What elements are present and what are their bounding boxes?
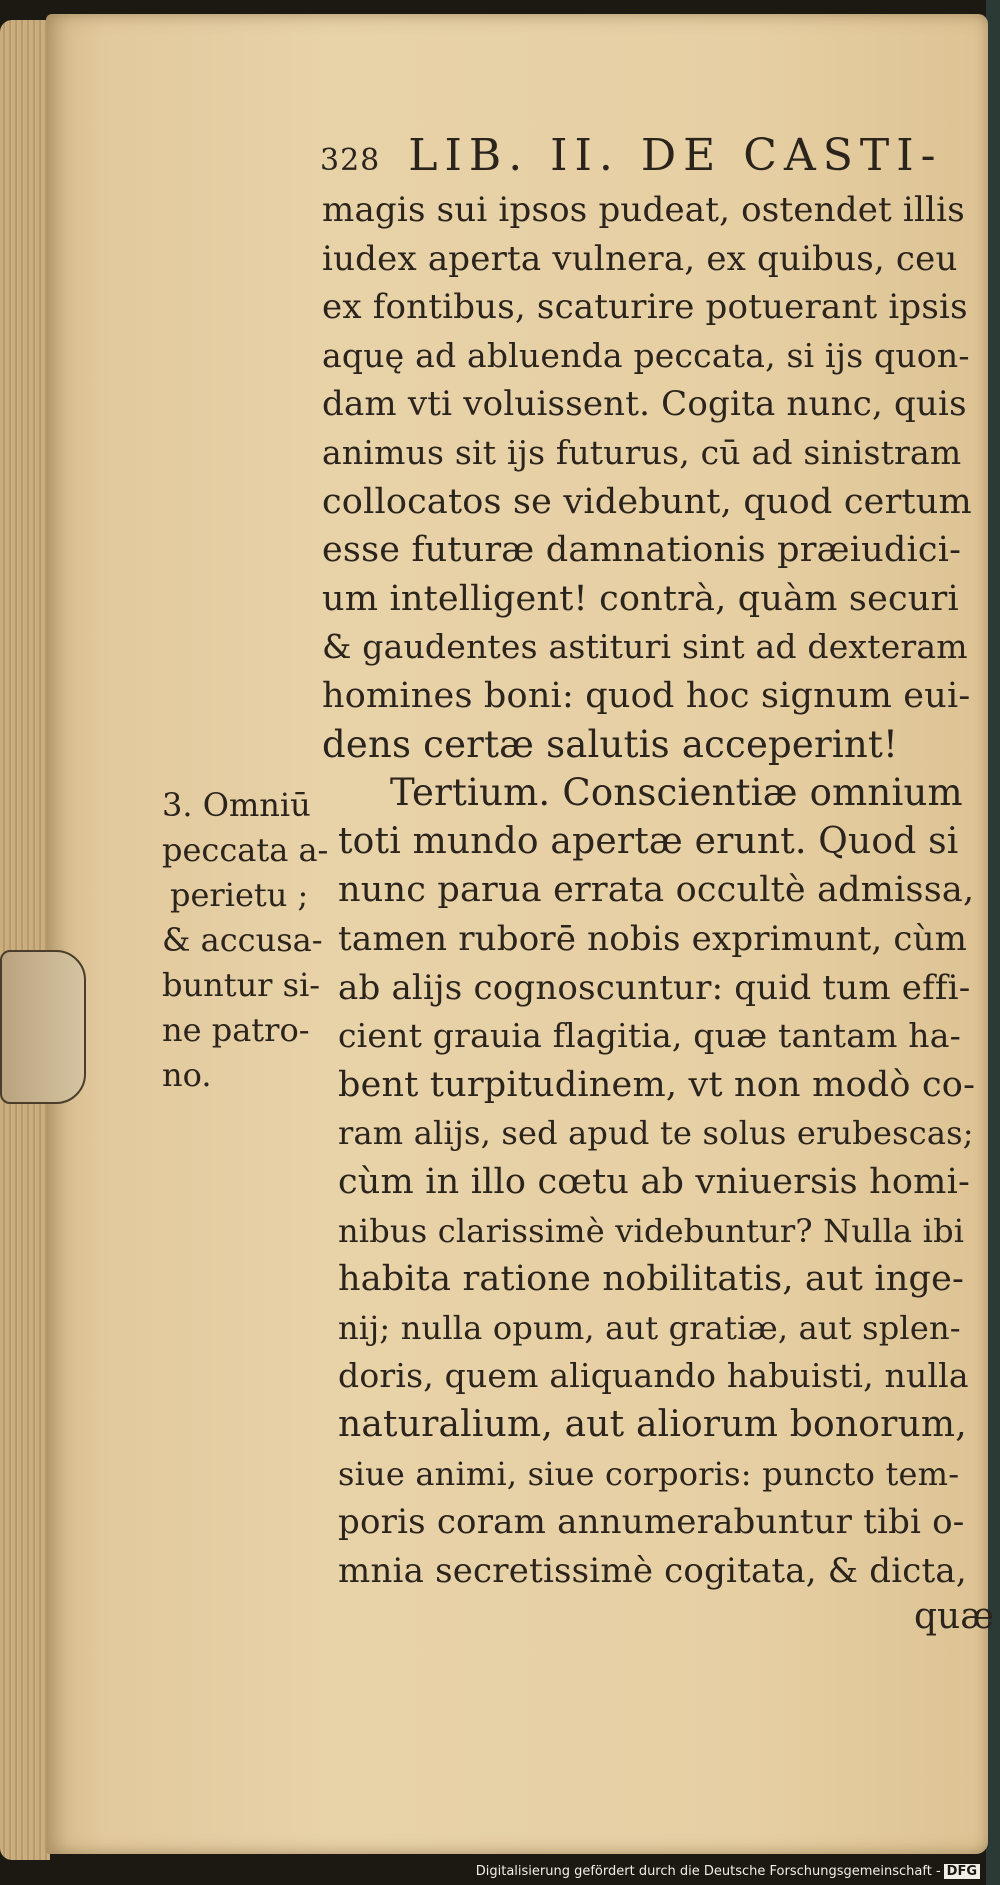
text-line: iudex aperta vulnera, ex quibus, ceu: [322, 238, 958, 279]
header-title: LIB. II. DE CASTI-: [408, 130, 943, 181]
text-line: collocatos se videbunt, quod certum: [322, 481, 972, 522]
text-line: ex fontibus, scaturire potuerant ipsis: [322, 287, 968, 328]
margin-note-line: & accusa-: [162, 921, 323, 959]
credit-text: Digitalisierung gefördert durch die Deutsche Forschungsgemeinschaft -: [475, 1864, 941, 1879]
text-line: magis sui ipsos pudeat, ostendet illis: [322, 190, 965, 230]
text-line: nunc parua errata occultè admissa,: [338, 870, 975, 911]
text-line: dens certæ salutis acceperint!: [322, 722, 899, 766]
text-line: cient grauia flagitia, quæ tantam ha-: [338, 1016, 961, 1056]
text-line: naturalium, aut aliorum bonorum,: [338, 1404, 967, 1445]
margin-note-line: ne patro-: [162, 1011, 310, 1049]
text-line: Tertium. Conscientiæ omnium: [390, 771, 963, 815]
margin-note-line: no.: [162, 1056, 212, 1094]
text-line: esse futuræ damnationis præiudici-: [322, 530, 962, 571]
text-line: dam vti voluissent. Cogita nunc, quis: [322, 384, 967, 425]
text-line: bent turpitudinem, vt non modò co-: [338, 1064, 976, 1105]
text-line: tamen ruborē nobis exprimunt, cùm: [338, 919, 968, 959]
digitization-credit: [472, 1864, 984, 1879]
book-page-edges: [0, 20, 50, 1860]
text-line: aquę ad abluenda peccata, si ijs quon-: [322, 335, 970, 375]
text-line: nibus clarissimè videbuntur? Nulla ibi: [338, 1211, 965, 1250]
text-line: um intelligent! contrà, quàm securi: [322, 578, 959, 619]
text-line: habita ratione nobilitatis, aut inge-: [338, 1259, 965, 1300]
page-number: 328: [320, 143, 381, 178]
margin-note-line: perietu ;: [170, 876, 309, 914]
text-line: nij; nulla opum, aut gratiæ, aut splen-: [338, 1308, 961, 1347]
text-line: ram alijs, sed apud te solus erubescas;: [338, 1114, 974, 1153]
text-line: doris, quem aliquando habuisti, nulla: [338, 1356, 969, 1396]
text-line: & gaudentes astituri sint ad dexteram: [322, 627, 968, 667]
text-line: homines boni: quod hoc signum eui-: [322, 676, 971, 716]
catchword: quæ: [914, 1596, 995, 1637]
margin-note-line: 3. Omniū: [162, 786, 311, 824]
text-line: mnia secretissimè cogitata, & dicta,: [338, 1550, 967, 1591]
margin-note-line: buntur si-: [162, 966, 321, 1004]
dfg-logo: DFG: [944, 1864, 980, 1879]
margin-note-line: peccata a-: [162, 831, 329, 869]
text-line: cùm in illo cœtu ab vniuersis homi-: [338, 1162, 970, 1202]
bookmark-tab: [0, 950, 86, 1104]
text-line: poris coram annumerabuntur tibi o-: [338, 1502, 965, 1543]
text-line: toti mundo apertæ erunt. Quod si: [338, 820, 959, 862]
text-line: animus sit ijs futurus, cū ad sinistram: [322, 433, 962, 472]
text-line: siue animi, siue corporis: puncto tem-: [338, 1454, 960, 1493]
running-header: [320, 130, 943, 181]
text-line: ab alijs cognoscuntur: quid tum effi-: [338, 967, 971, 1008]
